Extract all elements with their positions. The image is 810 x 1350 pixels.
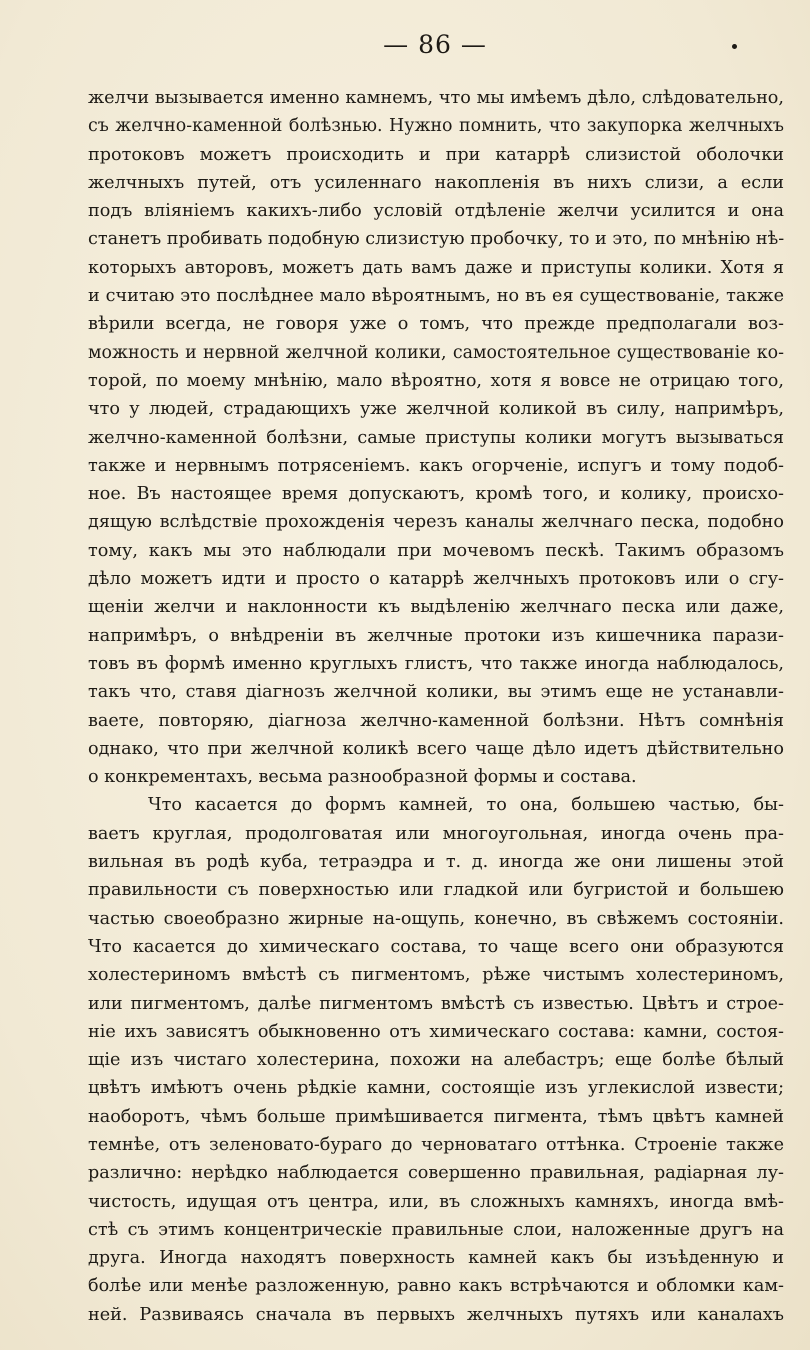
text-line: однако, что при желчной коликѣ всего чаще дѣло идетъ дѣйствительно — [88, 738, 784, 759]
text-line: правильности съ поверхностью или гладкой или бугристой и большею — [88, 880, 784, 901]
text-line: болѣе или менѣе разложенную, равно какъ встрѣчаются и обломки кам- — [88, 1276, 784, 1297]
text-line: также и нервнымъ потрясеніемъ. какъ огорченіе, испугъ и тому подоб- — [88, 455, 784, 476]
text-line: ніе ихъ зависятъ обыкновенно отъ химическаго состава: камни, состоя- — [88, 1021, 784, 1042]
text-line: стѣ съ этимъ концентрическіе правильные слои, наложенные другъ на — [88, 1219, 784, 1240]
text-line: можность и нервной желчной колики, самостоятельное существованіе ко- — [88, 342, 784, 363]
page-header — [0, 30, 810, 70]
paragraph-end-line: о конкрементахъ, весьма разнообразной формы и состава. — [88, 767, 637, 788]
text-line: или пигментомъ, далѣе пигментомъ вмѣстѣ съ известью. Цвѣтъ и строе- — [88, 993, 784, 1014]
text-line: и считаю это послѣднее мало вѣроятнымъ, но въ ея существованіе, также — [88, 286, 784, 307]
text-line: ваете, повторяю, діагноза желчно-каменной болѣзни. Нѣтъ сомнѣнія — [88, 710, 784, 731]
text-line: частью своеобразно жирные на-ощупь, конечно, въ свѣжемъ состояніи. — [88, 908, 784, 929]
ink-dot — [732, 44, 737, 49]
text-line: различно: нерѣдко наблюдается совершенно правильная, радіарная лу- — [88, 1163, 784, 1184]
text-line: товъ въ формѣ именно круглыхъ глистъ, что также иногда наблюдалось, — [88, 653, 784, 674]
text-line: дящую вслѣдствіе прохожденія черезъ каналы желчнаго песка, подобно — [88, 512, 784, 533]
text-line: напримѣръ, о внѣдреніи въ желчные протоки изъ кишечника парази- — [88, 625, 784, 646]
text-line: ное. Въ настоящее время допускаютъ, кромѣ того, и колику, происхо- — [88, 484, 784, 505]
text-line: щіе изъ чистаго холестерина, похожи на алебастръ; еще болѣе бѣлый — [88, 1050, 784, 1071]
text-line: съ желчно-каменной болѣзнью. Нужно помнить, что закупорка желчныхъ — [88, 116, 784, 137]
text-line: вильная въ родѣ куба, тетраэдра и т. д. иногда же они лишены этой — [88, 852, 784, 873]
text-line: желчныхъ путей, отъ усиленнаго накопленія въ нихъ слизи, а если — [88, 172, 784, 193]
text-line: ней. Развиваясь сначала въ первыхъ желчныхъ путяхъ или каналахъ — [88, 1304, 784, 1325]
text-line: желчно-каменной болѣзни, самые приступы колики могутъ вызываться — [88, 427, 784, 448]
text-line: холестериномъ вмѣстѣ съ пигментомъ, рѣже чистымъ холестериномъ, — [88, 965, 784, 986]
text-line: цвѣтъ имѣютъ очень рѣдкіе камни, состоящіе изъ углекислой извести; — [88, 1078, 784, 1099]
text-line: протоковъ можетъ происходить и при катаррѣ слизистой оболочки — [88, 144, 784, 165]
text-line: Что касается до химическаго состава, то чаще всего они образуются — [88, 936, 784, 957]
text-line: тому, какъ мы это наблюдали при мочевомъ пескѣ. Такимъ образомъ — [88, 540, 784, 561]
text-line: которыхъ авторовъ, можетъ дать вамъ даже и приступы колики. Хотя я — [88, 257, 784, 278]
text-line: станетъ пробивать подобную слизистую пробочку, то и это, по мнѣнію нѣ- — [88, 229, 784, 250]
text-line: ваетъ круглая, продолговатая или многоугольная, иногда очень пра- — [88, 823, 784, 844]
text-line: друга. Иногда находятъ поверхность камней какъ бы изъѣденную и — [88, 1248, 784, 1269]
text-line: такъ что, ставя діагнозъ желчной колики, вы этимъ еще не устанавли- — [88, 682, 784, 703]
text-line: чистость, идущая отъ центра, или, въ сложныхъ камняхъ, иногда вмѣ- — [88, 1191, 784, 1212]
text-line: торой, по моему мнѣнію, мало вѣроятно, хотя я вовсе не отрицаю того, — [88, 370, 784, 391]
text-line: наоборотъ, чѣмъ больше примѣшивается пигмента, тѣмъ цвѣтъ камней — [88, 1106, 784, 1127]
text-line: темнѣе, отъ зеленовато-бураго до черноватаго оттѣнка. Строеніе также — [88, 1134, 784, 1155]
text-line: подъ вліяніемъ какихъ-либо условій отдѣленіе желчи усилится и она — [88, 201, 784, 222]
body-text — [88, 84, 784, 1329]
text-line: желчи вызывается именно камнемъ, что мы имѣемъ дѣло, слѣдовательно, — [88, 88, 784, 108]
text-line: вѣрили всегда, не говоря уже о томъ, что прежде предполагали воз- — [88, 314, 784, 335]
text-line: что у людей, страдающихъ уже желчной коликой въ силу, напримѣръ, — [88, 399, 784, 420]
page-number: — 86 — — [383, 30, 487, 59]
text-line: дѣло можетъ идти и просто о катаррѣ желчныхъ протоковъ или о сгу- — [88, 569, 784, 590]
paragraph-start-line: Что касается до формъ камней, то она, большею частью, бы- — [148, 795, 784, 816]
text-line: щеніи желчи и наклонности къ выдѣленію желчнаго песка или даже, — [88, 597, 784, 618]
